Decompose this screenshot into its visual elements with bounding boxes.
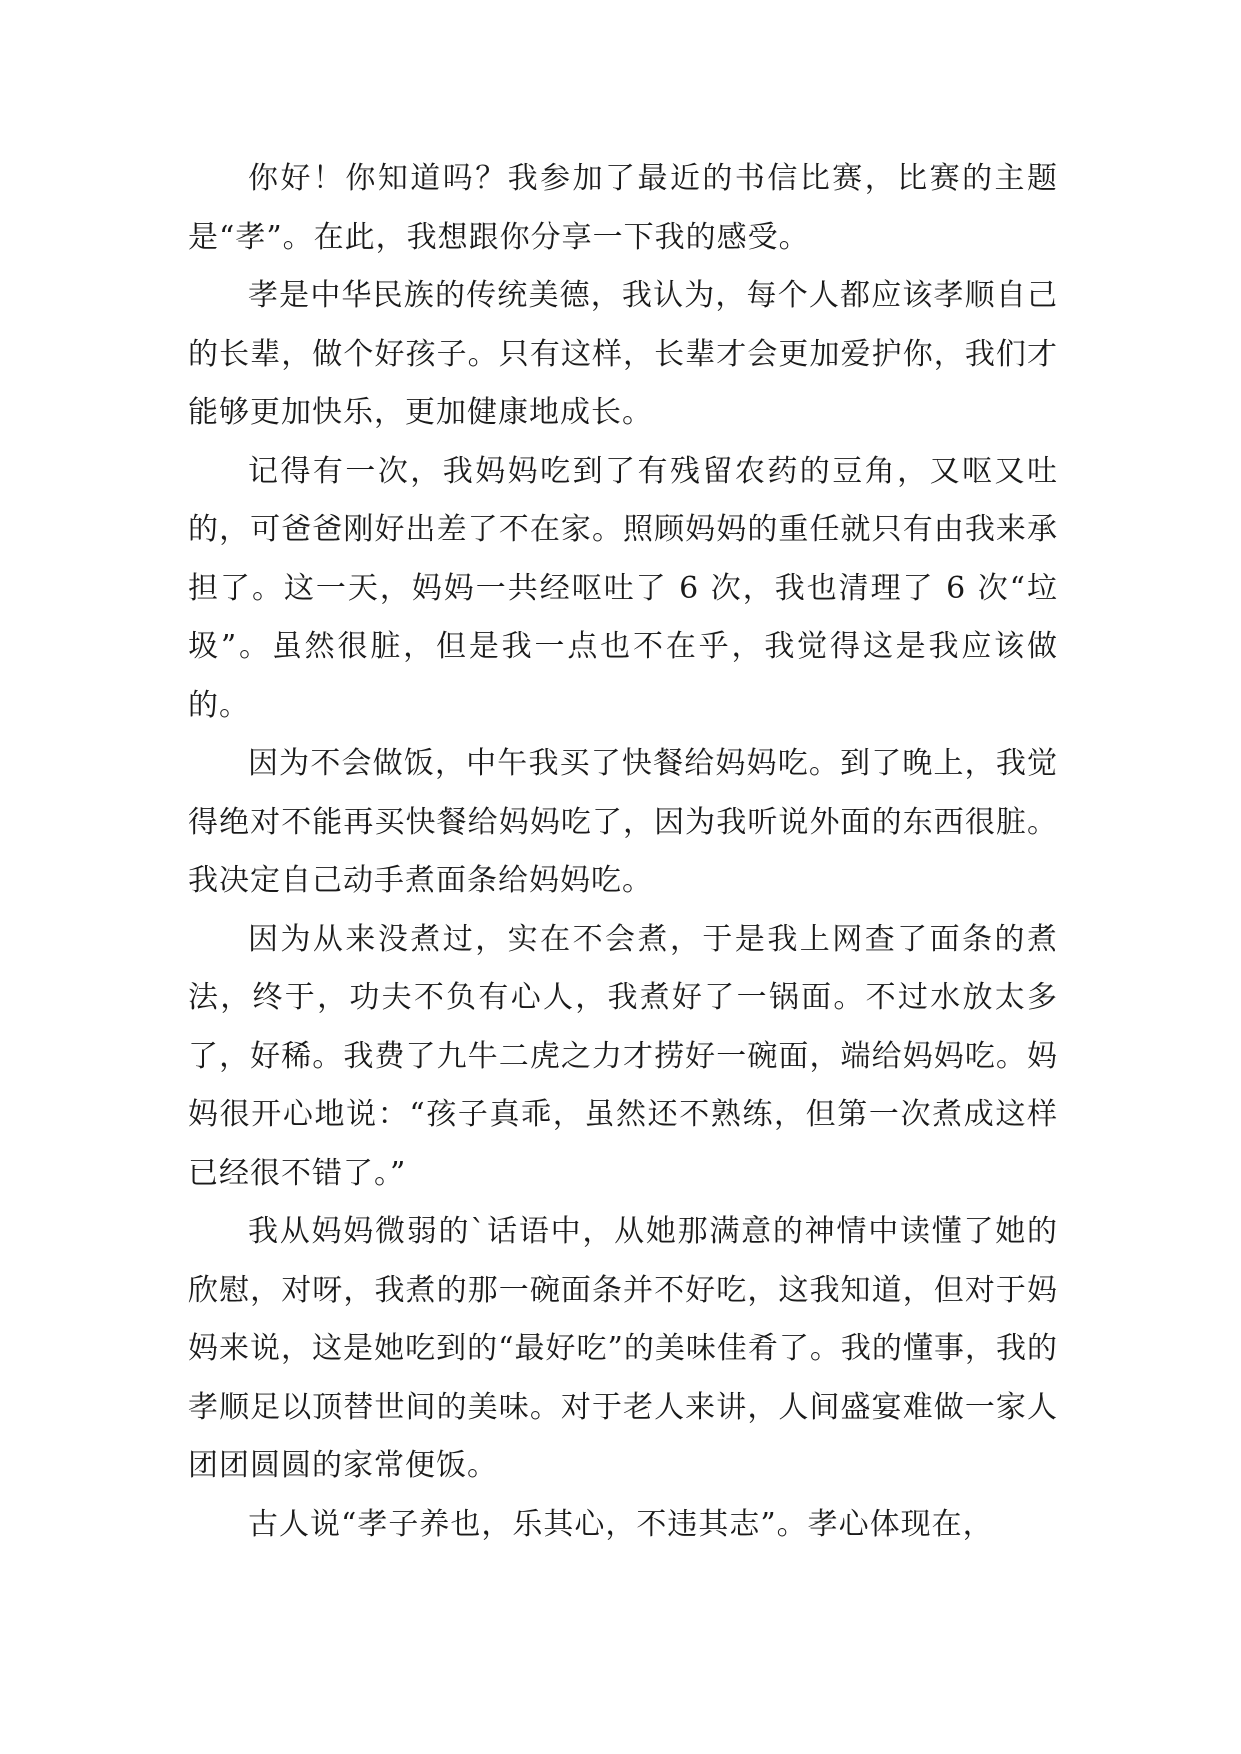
letter-body — [188, 150, 1058, 1554]
paragraph-cooking-noodles: 因为从来没煮过，实在不会煮，于是我上网查了面条的煮法，终于，功夫不负有心人，我煮好了一锅面。不过水放太多了，好稀。我费了九牛二虎之力才捞好一碗面，端给妈妈吃。妈妈很开心地说：“孩子真乖，虽然还不熟练，但第一次煮成这样已经很不错了。” — [188, 921, 1058, 1191]
paragraph-greeting: 你好！你知道吗？我参加了最近的书信比赛，比赛的主题是“孝”。在此，我想跟你分享一下我的感受。 — [188, 161, 1058, 255]
paragraph-mother-sick: 记得有一次，我妈妈吃到了有残留农药的豆角，又呕又吐的，可爸爸刚好出差了不在家。照顾妈妈的重任就只有由我来承担了。这一天，妈妈一共经呕吐了 6 次，我也清理了 6 次“垃圾”。虽然很脏，但是我一点也不在乎，我觉得这是我应该做的。 — [188, 453, 1058, 723]
paragraph-reflection: 我从妈妈微弱的`话语中，从她那满意的神情中读懂了她的欣慰，对呀，我煮的那一碗面条并不好吃，这我知道，但对于妈妈来说，这是她吃到的“最好吃”的美味佳肴了。我的懂事，我的孝顺足以顶替世间的美味。对于老人来讲，人间盛宴难做一家人团团圆圆的家常便饭。 — [188, 1214, 1058, 1483]
paragraph-cooking-decision: 因为不会做饭，中午我买了快餐给妈妈吃。到了晚上，我觉得绝对不能再买快餐给妈妈吃了，因为我听说外面的东西很脏。我决定自己动手煮面条给妈妈吃。 — [188, 746, 1058, 898]
paragraph-ancient-saying: 古人说“孝子养也，乐其心，不违其志”。孝心体现在， — [248, 1506, 994, 1542]
paragraph-filial-piety: 孝是中华民族的传统美德，我认为，每个人都应该孝顺自己的长辈，做个好孩子。只有这样，长辈才会更加爱护你，我们才能够更加快乐，更加健康地成长。 — [188, 278, 1058, 430]
